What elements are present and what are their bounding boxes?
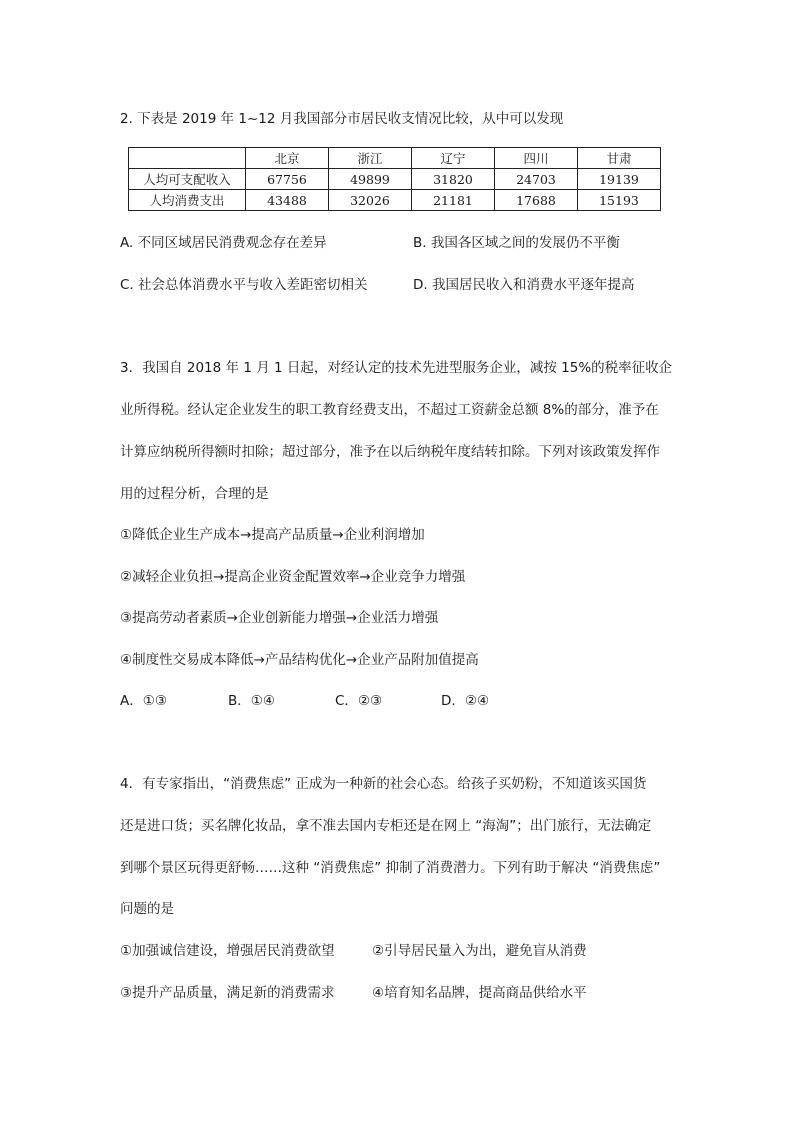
table-header-cell: 甘肃 <box>578 148 661 169</box>
q2-option-c: C. 社会总体消费水平与收入差距密切相关 <box>120 277 368 293</box>
q3-item: ④制度性交易成本降低→产品结构优化→企业产品附加值提高 <box>120 652 479 668</box>
table-cell: 19139 <box>578 169 661 190</box>
income-expense-table <box>128 147 661 211</box>
table-cell: 31820 <box>412 169 495 190</box>
q4-stem-line: 到哪个景区玩得更舒畅……这种 “消费焦虑” 抑制了消费潜力。下列有助于解决 “消费焦虑” <box>120 860 661 876</box>
table-header-row <box>129 148 661 169</box>
table-header-cell: 北京 <box>246 148 329 169</box>
q3-stem-line: 3．我国自 2018 年 1 月 1 日起，对经认定的技术先进型服务企业，减按 15%的税率征收企 <box>120 360 673 376</box>
table-header-cell: 四川 <box>495 148 578 169</box>
q4-stem-line: 4．有专家指出，“消费焦虑” 正成为一种新的社会心态。给孩子买奶粉，不知道该买国货 <box>120 776 647 792</box>
q2-option-b: B. 我国各区域之间的发展仍不平衡 <box>413 235 620 251</box>
q3-option-c: C．②③ <box>335 693 383 709</box>
table-row-label: 人均消费支出 <box>129 190 246 211</box>
q3-option-a: A．①③ <box>120 693 167 709</box>
table-cell: 67756 <box>246 169 329 190</box>
q2-stem: 2. 下表是 2019 年 1~12 月我国部分市居民收支情况比较，从中可以发现 <box>120 111 564 127</box>
q4-item-2: ②引导居民量入为出，避免盲从消费 <box>372 943 587 959</box>
q3-stem-line: 业所得税。经认定企业发生的职工教育经费支出，不超过工资薪金总额 8%的部分，准予在 <box>120 402 659 418</box>
q3-option-d: D．②④ <box>441 693 490 709</box>
q4-stem-line: 还是进口货；买名牌化妆品，拿不准去国内专柜还是在网上 “海淘”；出门旅行，无法确定 <box>120 818 652 834</box>
table-corner-cell <box>129 148 246 169</box>
q4-stem-line: 问题的是 <box>120 901 174 917</box>
table-cell: 32026 <box>329 190 412 211</box>
table-row <box>129 190 661 211</box>
q3-stem-line: 用的过程分析，合理的是 <box>120 486 269 502</box>
table-header-cell: 辽宁 <box>412 148 495 169</box>
q2-option-d: D. 我国居民收入和消费水平逐年提高 <box>413 277 635 293</box>
table-cell: 15193 <box>578 190 661 211</box>
q2-option-a: A. 不同区域居民消费观念存在差异 <box>120 235 327 251</box>
table-header-cell: 浙江 <box>329 148 412 169</box>
table-cell: 49899 <box>329 169 412 190</box>
q4-item-1: ①加强诚信建设，增强居民消费欲望 <box>120 943 335 959</box>
table-cell: 21181 <box>412 190 495 211</box>
q4-item-3: ③提升产品质量，满足新的消费需求 <box>120 985 335 1001</box>
table-cell: 17688 <box>495 190 578 211</box>
table-cell: 43488 <box>246 190 329 211</box>
table-row-label: 人均可支配收入 <box>129 169 246 190</box>
q3-stem-line: 计算应纳税所得额时扣除；超过部分，准予在以后纳税年度结转扣除。下列对该政策发挥作 <box>120 444 660 460</box>
q3-option-b: B．①④ <box>228 693 275 709</box>
table-cell: 24703 <box>495 169 578 190</box>
q4-item-4: ④培育知名品牌，提高商品供给水平 <box>372 985 587 1001</box>
q3-item: ③提高劳动者素质→企业创新能力增强→企业活力增强 <box>120 610 439 626</box>
q3-item: ②减轻企业负担→提高企业资金配置效率→企业竞争力增强 <box>120 569 466 585</box>
q3-item: ①降低企业生产成本→提高产品质量→企业利润增加 <box>120 527 425 543</box>
table-row <box>129 169 661 190</box>
